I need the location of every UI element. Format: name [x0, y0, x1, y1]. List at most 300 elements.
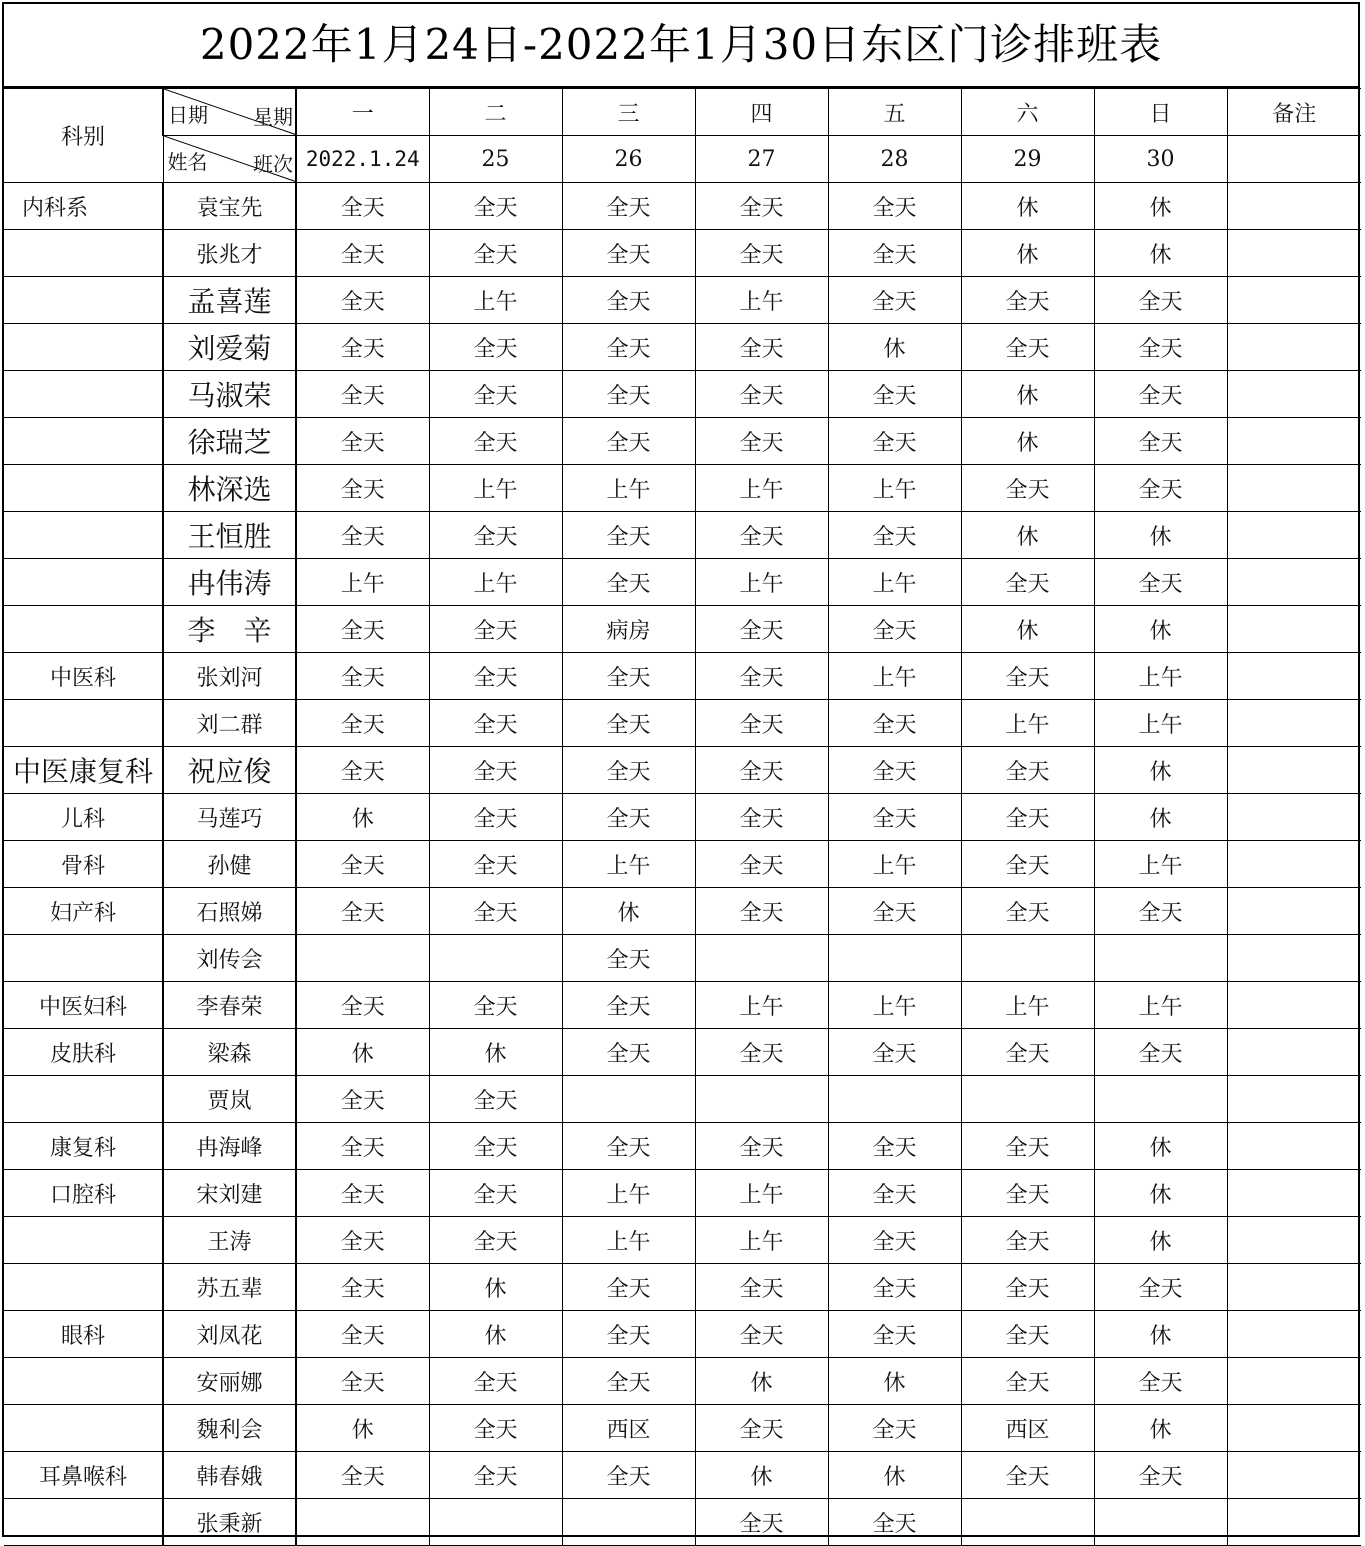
shift-cell: 休: [961, 371, 1094, 418]
shift-cell: 全天: [562, 512, 695, 559]
table-row: [4, 888, 1361, 935]
shift-cell: 全天: [695, 841, 828, 888]
shift-cell: 西区: [562, 1405, 695, 1452]
shift-cell: 全天: [562, 183, 695, 230]
shift-cell: 全天: [695, 230, 828, 277]
shift-cell: 全天: [562, 1264, 695, 1311]
doctor-name-cell: 马莲巧: [163, 794, 296, 841]
shift-cell: 全天: [296, 841, 429, 888]
shift-cell: 全天: [961, 888, 1094, 935]
note-cell: [1227, 1452, 1361, 1499]
shift-cell: 全天: [695, 888, 828, 935]
shift-cell: 休: [1094, 1405, 1227, 1452]
shift-cell: 全天: [562, 1452, 695, 1499]
note-cell: [1227, 324, 1361, 371]
dept-cell: 中医妇科: [4, 982, 163, 1029]
shift-cell: 全天: [562, 371, 695, 418]
shift-cell: 全天: [562, 1029, 695, 1076]
shift-cell: 上午: [429, 559, 562, 606]
shift-cell: 全天: [429, 606, 562, 653]
shift-cell: 全天: [296, 183, 429, 230]
shift-cell: 全天: [296, 1123, 429, 1170]
date-wed: 26: [562, 136, 695, 183]
shift-cell: 休: [562, 888, 695, 935]
note-cell: [1227, 888, 1361, 935]
dept-cell: [4, 1076, 163, 1123]
shift-cell: 全天: [296, 606, 429, 653]
date-sat: 29: [961, 136, 1094, 183]
shift-cell: 上午: [828, 559, 961, 606]
shift-cell: 上午: [296, 559, 429, 606]
note-cell: [1227, 1076, 1361, 1123]
shift-cell: 全天: [296, 747, 429, 794]
shift-cell: 全天: [961, 653, 1094, 700]
shift-cell: 全天: [296, 653, 429, 700]
shift-cell: 全天: [429, 841, 562, 888]
shift-cell: 全天: [828, 230, 961, 277]
shift-cell: 全天: [562, 1311, 695, 1358]
shift-cell: 全天: [828, 371, 961, 418]
corner-cell-top: [163, 89, 296, 136]
shift-cell: 全天: [1094, 277, 1227, 324]
shift-cell: 全天: [828, 606, 961, 653]
shift-cell: 全天: [695, 183, 828, 230]
shift-cell: 全天: [828, 888, 961, 935]
table-row: [4, 1170, 1361, 1217]
shift-cell: 全天: [828, 747, 961, 794]
doctor-name-cell: 苏五辈: [163, 1264, 296, 1311]
shift-cell: 休: [1094, 1123, 1227, 1170]
shift-cell: 全天: [296, 1264, 429, 1311]
shift-cell: 全天: [1094, 1358, 1227, 1405]
dept-cell: [4, 606, 163, 653]
date-fri: 28: [828, 136, 961, 183]
shift-cell: [828, 935, 961, 982]
shift-cell: 全天: [429, 794, 562, 841]
shift-cell: 全天: [1094, 371, 1227, 418]
note-cell: [1227, 418, 1361, 465]
dept-cell: 中医科: [4, 653, 163, 700]
corner-weekday-label: 星期: [253, 105, 293, 129]
shift-cell: 全天: [961, 559, 1094, 606]
shift-cell: 休: [961, 418, 1094, 465]
table-row: [4, 700, 1361, 747]
shift-cell: 全天: [296, 371, 429, 418]
note-cell: [1227, 559, 1361, 606]
doctor-name-cell: 刘爱菊: [163, 324, 296, 371]
table-row: [4, 324, 1361, 371]
corner-shift-label: 班次: [253, 152, 293, 176]
dept-cell: 儿科: [4, 794, 163, 841]
dept-cell: [4, 700, 163, 747]
shift-cell: 病房: [562, 606, 695, 653]
doctor-name-cell: 张兆才: [163, 230, 296, 277]
note-cell: [1227, 512, 1361, 559]
shift-cell: 上午: [429, 465, 562, 512]
shift-cell: 上午: [562, 465, 695, 512]
doctor-name-cell: 马淑荣: [163, 371, 296, 418]
doctor-name-cell: 林深选: [163, 465, 296, 512]
doctor-name-cell: 安丽娜: [163, 1358, 296, 1405]
shift-cell: 休: [828, 324, 961, 371]
dept-cell: [4, 1358, 163, 1405]
dept-cell: 眼科: [4, 1311, 163, 1358]
table-row: [4, 230, 1361, 277]
shift-cell: 上午: [828, 982, 961, 1029]
doctor-name-cell: 宋刘建: [163, 1170, 296, 1217]
table-row: [4, 841, 1361, 888]
note-cell: [1227, 1170, 1361, 1217]
doctor-name-cell: 刘二群: [163, 700, 296, 747]
shift-cell: 全天: [562, 747, 695, 794]
dept-cell: [4, 1264, 163, 1311]
shift-cell: [1094, 1499, 1227, 1546]
note-cell: [1227, 982, 1361, 1029]
dept-cell: [4, 512, 163, 559]
shift-cell: 全天: [828, 1405, 961, 1452]
shift-cell: [562, 1499, 695, 1546]
shift-cell: 全天: [296, 1452, 429, 1499]
date-sun: 30: [1094, 136, 1227, 183]
shift-cell: 休: [828, 1452, 961, 1499]
doctor-name-cell: 石照娣: [163, 888, 296, 935]
dept-cell: 康复科: [4, 1123, 163, 1170]
corner-name-label: 姓名: [167, 150, 208, 174]
shift-cell: [296, 1499, 429, 1546]
shift-cell: [429, 935, 562, 982]
shift-cell: 全天: [296, 512, 429, 559]
shift-cell: 休: [1094, 747, 1227, 794]
shift-cell: 休: [961, 606, 1094, 653]
shift-cell: 西区: [961, 1405, 1094, 1452]
shift-cell: 休: [429, 1311, 562, 1358]
dept-cell: 耳鼻喉科: [4, 1452, 163, 1499]
dept-cell: [4, 418, 163, 465]
shift-cell: 全天: [695, 1311, 828, 1358]
shift-cell: 全天: [695, 794, 828, 841]
shift-cell: 全天: [1094, 888, 1227, 935]
shift-cell: 休: [1094, 1170, 1227, 1217]
shift-cell: 上午: [695, 1217, 828, 1264]
shift-cell: 全天: [562, 418, 695, 465]
dept-cell: [4, 230, 163, 277]
shift-cell: 全天: [961, 1170, 1094, 1217]
shift-cell: 全天: [429, 418, 562, 465]
shift-cell: 全天: [1094, 1264, 1227, 1311]
shift-cell: 上午: [1094, 653, 1227, 700]
dept-cell: [4, 1405, 163, 1452]
shift-cell: 全天: [429, 1076, 562, 1123]
shift-cell: 全天: [429, 371, 562, 418]
shift-cell: 全天: [961, 1358, 1094, 1405]
shift-cell: 全天: [1094, 559, 1227, 606]
shift-cell: 全天: [828, 1123, 961, 1170]
shift-cell: 全天: [562, 559, 695, 606]
shift-cell: 上午: [562, 841, 695, 888]
shift-cell: 全天: [695, 512, 828, 559]
note-cell: [1227, 935, 1361, 982]
shift-cell: 休: [961, 183, 1094, 230]
note-cell: [1227, 1029, 1361, 1076]
weekday-sun: 日: [1094, 89, 1227, 136]
shift-cell: 全天: [828, 1170, 961, 1217]
shift-cell: 全天: [429, 1405, 562, 1452]
table-row: [4, 465, 1361, 512]
shift-cell: 全天: [296, 277, 429, 324]
shift-cell: [961, 1076, 1094, 1123]
shift-cell: 上午: [961, 700, 1094, 747]
doctor-name-cell: 张秉新: [163, 1499, 296, 1546]
shift-cell: 全天: [695, 653, 828, 700]
shift-cell: 全天: [695, 371, 828, 418]
shift-cell: 全天: [695, 700, 828, 747]
table-row: [4, 277, 1361, 324]
note-cell: [1227, 1358, 1361, 1405]
shift-cell: 全天: [429, 982, 562, 1029]
doctor-name-cell: 袁宝先: [163, 183, 296, 230]
shift-cell: 全天: [695, 1123, 828, 1170]
shift-cell: 休: [1094, 183, 1227, 230]
table-row: [4, 1123, 1361, 1170]
shift-cell: 全天: [562, 1123, 695, 1170]
shift-cell: 全天: [429, 1123, 562, 1170]
table-row: [4, 1311, 1361, 1358]
table-row: [4, 371, 1361, 418]
doctor-name-cell: 李 辛: [163, 606, 296, 653]
table-row: [4, 1264, 1361, 1311]
dept-cell: [4, 277, 163, 324]
shift-cell: 上午: [1094, 982, 1227, 1029]
doctor-name-cell: 祝应俊: [163, 747, 296, 794]
dept-cell: [4, 1499, 163, 1546]
table-row: [4, 653, 1361, 700]
shift-cell: 全天: [828, 794, 961, 841]
shift-cell: 全天: [429, 700, 562, 747]
shift-cell: 全天: [562, 324, 695, 371]
note-cell: [1227, 183, 1361, 230]
header-row-date: [4, 136, 1361, 183]
dept-cell: [4, 371, 163, 418]
dept-cell: 口腔科: [4, 1170, 163, 1217]
doctor-name-cell: 孟喜莲: [163, 277, 296, 324]
shift-cell: 全天: [562, 277, 695, 324]
note-cell: [1227, 465, 1361, 512]
table-row: [4, 1217, 1361, 1264]
table-row: [4, 1405, 1361, 1452]
shift-cell: 上午: [961, 982, 1094, 1029]
shift-cell: 休: [296, 1029, 429, 1076]
shift-cell: 全天: [828, 1499, 961, 1546]
shift-cell: 全天: [562, 1358, 695, 1405]
date-mon: 2022.1.24: [296, 136, 429, 183]
shift-cell: 上午: [828, 465, 961, 512]
shift-cell: 上午: [695, 277, 828, 324]
dept-cell: [4, 324, 163, 371]
shift-cell: [695, 935, 828, 982]
shift-cell: 全天: [429, 230, 562, 277]
shift-cell: 全天: [296, 1217, 429, 1264]
doctor-name-cell: 李春荣: [163, 982, 296, 1029]
shift-cell: 全天: [296, 1170, 429, 1217]
table-row: [4, 512, 1361, 559]
weekday-tue: 二: [429, 89, 562, 136]
table-row: [4, 794, 1361, 841]
shift-cell: 全天: [828, 277, 961, 324]
note-cell: [1227, 230, 1361, 277]
shift-cell: 全天: [296, 418, 429, 465]
shift-cell: 全天: [695, 1029, 828, 1076]
shift-cell: 全天: [296, 465, 429, 512]
dept-cell: 内科系: [4, 183, 163, 230]
dept-cell: [4, 1217, 163, 1264]
dept-cell: [4, 465, 163, 512]
shift-cell: 上午: [562, 1217, 695, 1264]
shift-cell: 全天: [695, 747, 828, 794]
note-cell: [1227, 277, 1361, 324]
shift-cell: 休: [828, 1358, 961, 1405]
table-row: [4, 747, 1361, 794]
shift-cell: 休: [1094, 606, 1227, 653]
shift-cell: 休: [296, 1405, 429, 1452]
shift-cell: 休: [1094, 512, 1227, 559]
shift-cell: 全天: [1094, 465, 1227, 512]
shift-cell: 全天: [429, 1170, 562, 1217]
shift-cell: 全天: [429, 747, 562, 794]
dept-cell: [4, 935, 163, 982]
shift-cell: 全天: [429, 888, 562, 935]
note-cell: [1227, 1264, 1361, 1311]
shift-cell: 全天: [828, 183, 961, 230]
shift-cell: 休: [296, 794, 429, 841]
shift-cell: 全天: [1094, 324, 1227, 371]
shift-cell: 全天: [961, 324, 1094, 371]
table-row: [4, 982, 1361, 1029]
shift-cell: 全天: [429, 1217, 562, 1264]
dept-header: 科别: [4, 89, 163, 183]
shift-cell: 全天: [695, 418, 828, 465]
shift-cell: 全天: [828, 1264, 961, 1311]
weekday-sat: 六: [961, 89, 1094, 136]
header-row-weekday: [4, 89, 1361, 136]
dept-cell: 中医康复科: [4, 747, 163, 794]
date-thu: 27: [695, 136, 828, 183]
shift-cell: 全天: [961, 1029, 1094, 1076]
shift-cell: 上午: [1094, 841, 1227, 888]
shift-cell: 休: [1094, 230, 1227, 277]
shift-cell: 全天: [695, 324, 828, 371]
shift-cell: 休: [1094, 1217, 1227, 1264]
notes-date-cell: [1227, 136, 1361, 183]
doctor-name-cell: 冉海峰: [163, 1123, 296, 1170]
dept-cell: 妇产科: [4, 888, 163, 935]
shift-cell: 全天: [961, 1264, 1094, 1311]
weekday-mon: 一: [296, 89, 429, 136]
schedule-sheet: [2, 2, 1360, 1537]
shift-cell: 全天: [961, 794, 1094, 841]
doctor-name-cell: 孙健: [163, 841, 296, 888]
shift-cell: 全天: [961, 277, 1094, 324]
table-row: [4, 1076, 1361, 1123]
shift-cell: [695, 1076, 828, 1123]
note-cell: [1227, 747, 1361, 794]
dept-cell: 骨科: [4, 841, 163, 888]
table-row: [4, 1452, 1361, 1499]
table-row: [4, 183, 1361, 230]
note-cell: [1227, 1499, 1361, 1546]
dept-cell: 皮肤科: [4, 1029, 163, 1076]
corner-date-label: 日期: [168, 103, 208, 127]
shift-cell: 全天: [296, 1358, 429, 1405]
doctor-name-cell: 魏利会: [163, 1405, 296, 1452]
note-cell: [1227, 1217, 1361, 1264]
shift-cell: 全天: [961, 747, 1094, 794]
doctor-name-cell: 冉伟涛: [163, 559, 296, 606]
note-cell: [1227, 794, 1361, 841]
shift-cell: 休: [1094, 1311, 1227, 1358]
shift-cell: 全天: [961, 841, 1094, 888]
shift-cell: [1094, 935, 1227, 982]
shift-cell: 全天: [429, 324, 562, 371]
shift-cell: 全天: [296, 1076, 429, 1123]
note-cell: [1227, 653, 1361, 700]
shift-cell: 全天: [296, 888, 429, 935]
note-cell: [1227, 1405, 1361, 1452]
doctor-name-cell: 刘传会: [163, 935, 296, 982]
shift-cell: 上午: [828, 653, 961, 700]
shift-cell: [429, 1499, 562, 1546]
shift-cell: 休: [429, 1264, 562, 1311]
doctor-name-cell: 王恒胜: [163, 512, 296, 559]
shift-cell: 全天: [296, 324, 429, 371]
shift-cell: 全天: [296, 982, 429, 1029]
table-row: [4, 1499, 1361, 1546]
weekday-wed: 三: [562, 89, 695, 136]
note-cell: [1227, 841, 1361, 888]
shift-cell: 休: [961, 512, 1094, 559]
doctor-name-cell: 梁森: [163, 1029, 296, 1076]
shift-cell: 全天: [429, 1358, 562, 1405]
shift-cell: 全天: [562, 653, 695, 700]
shift-cell: 全天: [961, 1123, 1094, 1170]
shift-cell: 上午: [695, 465, 828, 512]
shift-cell: 上午: [695, 982, 828, 1029]
note-cell: [1227, 371, 1361, 418]
shift-cell: 全天: [828, 512, 961, 559]
table-row: [4, 1029, 1361, 1076]
shift-cell: 全天: [961, 465, 1094, 512]
shift-cell: 全天: [296, 700, 429, 747]
weekday-fri: 五: [828, 89, 961, 136]
shift-cell: 全天: [429, 183, 562, 230]
table-row: [4, 935, 1361, 982]
shift-cell: 休: [429, 1029, 562, 1076]
note-cell: [1227, 700, 1361, 747]
note-cell: [1227, 606, 1361, 653]
shift-cell: [961, 1499, 1094, 1546]
shift-cell: 全天: [695, 1405, 828, 1452]
shift-cell: 全天: [429, 512, 562, 559]
shift-cell: 全天: [296, 1311, 429, 1358]
shift-cell: 全天: [695, 1264, 828, 1311]
shift-cell: 上午: [1094, 700, 1227, 747]
table-row: [4, 418, 1361, 465]
shift-cell: 上午: [429, 277, 562, 324]
shift-cell: 全天: [828, 1217, 961, 1264]
shift-cell: 上午: [695, 1170, 828, 1217]
shift-cell: [296, 935, 429, 982]
shift-cell: 全天: [296, 230, 429, 277]
shift-cell: 全天: [1094, 1029, 1227, 1076]
